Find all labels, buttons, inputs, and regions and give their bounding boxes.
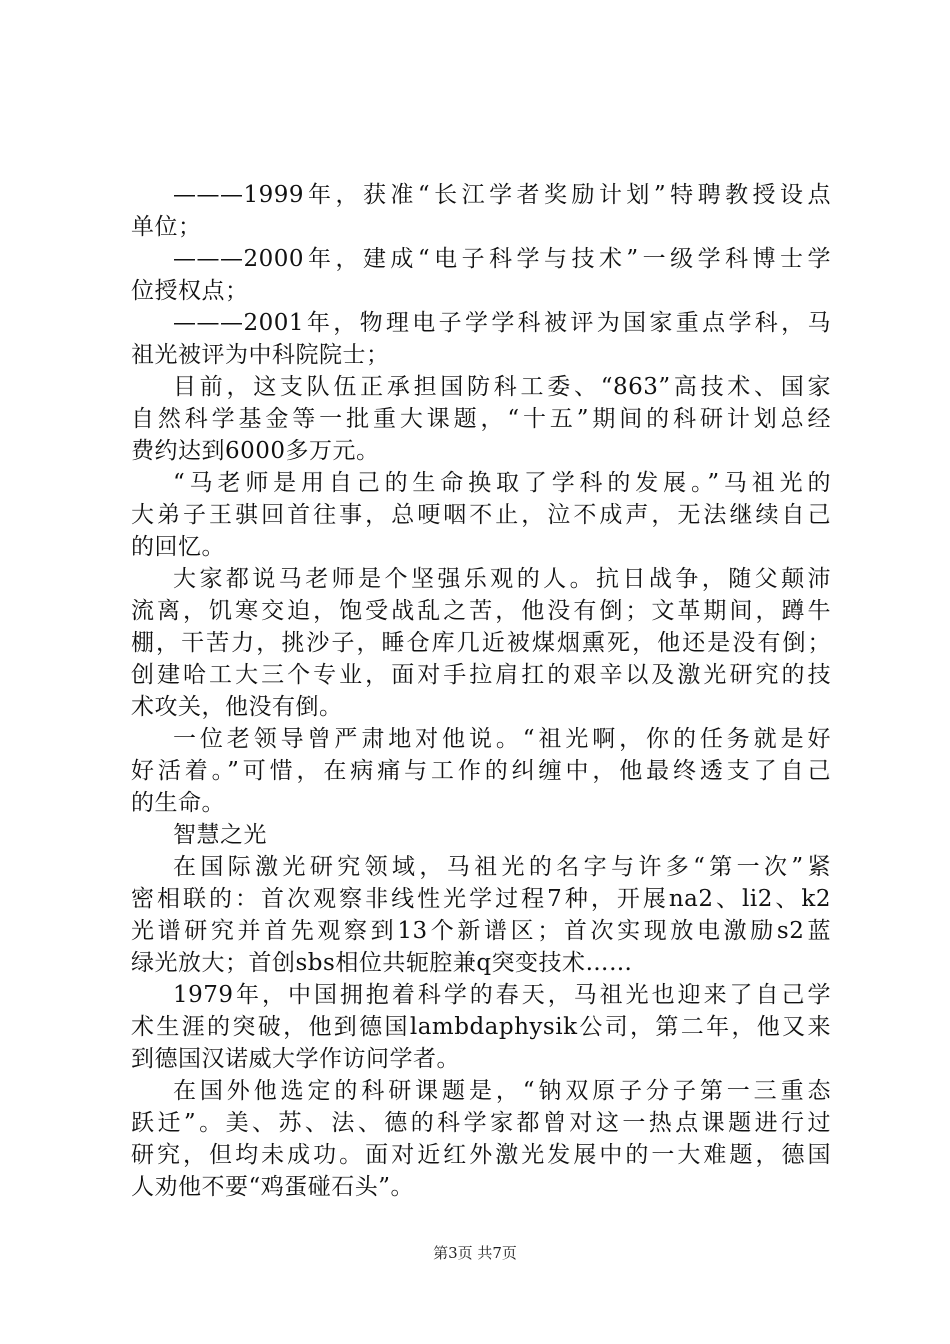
text-line: 流离，饥寒交迫，饱受战乱之苦，他没有倒；文革期间，蹲牛 — [131, 598, 831, 624]
section-heading: 智慧之光 — [173, 822, 267, 848]
page-footer: 第3页 共7页 — [433, 1244, 517, 1262]
text-line: 研究，但均未成功。面对近红外激光发展中的一大难题，德国 — [131, 1142, 831, 1168]
text-line: 棚，干苦力，挑沙子，睡仓库几近被煤烟熏死，他还是没有倒； — [131, 630, 831, 656]
text-line: 在国际激光研究领域，马祖光的名字与许多“第一次”紧 — [173, 854, 831, 880]
text-line: ———1999年，获准“长江学者奖励计划”特聘教授设点 — [173, 182, 831, 208]
text-line: 祖光被评为中科院院士； — [131, 342, 390, 368]
text-line: 术攻关，他没有倒。 — [131, 694, 343, 720]
text-line: ———2001年，物理电子学学科被评为国家重点学科，马 — [173, 310, 831, 336]
text-line: 大弟子王骐回首往事，总哽咽不止，泣不成声，无法继续自己 — [131, 502, 831, 528]
text-line: 的生命。 — [131, 790, 225, 816]
text-line: 单位； — [131, 214, 202, 240]
text-line: 光谱研究并首先观察到13个新谱区；首次实现放电激励s2蓝 — [131, 918, 831, 944]
text-line: ———2000年，建成“电子科学与技术”一级学科博士学 — [173, 246, 831, 272]
text-line: 跃迁”。美、苏、法、德的科学家都曾对这一热点课题进行过 — [131, 1110, 831, 1136]
text-line: 位授权点； — [131, 278, 249, 304]
text-line: 目前，这支队伍正承担国防科工委、“863”高技术、国家 — [173, 374, 831, 400]
text-line: “马老师是用自己的生命换取了学科的发展。”马祖光的 — [173, 470, 831, 496]
text-line: 自然科学基金等一批重大课题，“十五”期间的科研计划总经 — [131, 406, 831, 432]
text-line: 大家都说马老师是个坚强乐观的人。抗日战争，随父颠沛 — [173, 566, 831, 592]
text-line: 密相联的：首次观察非线性光学过程7种，开展na2、li2、k2 — [131, 886, 831, 912]
text-line: 好活着。”可惜，在病痛与工作的纠缠中，他最终透支了自己 — [131, 758, 831, 784]
text-line: 1979年，中国拥抱着科学的春天，马祖光也迎来了自己学 — [173, 982, 831, 1008]
text-line: 一位老领导曾严肃地对他说。“祖光啊，你的任务就是好 — [173, 726, 831, 752]
text-line: 创建哈工大三个专业，面对手拉肩扛的艰辛以及激光研究的技 — [131, 662, 831, 688]
text-line: 到德国汉诺威大学作访问学者。 — [131, 1046, 460, 1072]
text-line: 在国外他选定的科研课题是，“钠双原子分子第一三重态 — [173, 1078, 831, 1104]
text-line: 绿光放大；首创sbs相位共轭腔兼q突变技术…… — [131, 950, 633, 976]
text-line: 费约达到6000多万元。 — [131, 438, 380, 464]
text-line: 人劝他不要“鸡蛋碰石头”。 — [131, 1174, 415, 1200]
text-line: 术生涯的突破，他到德国lambdaphysik公司，第二年，他又来 — [131, 1014, 831, 1040]
text-line: 的回忆。 — [131, 534, 225, 560]
